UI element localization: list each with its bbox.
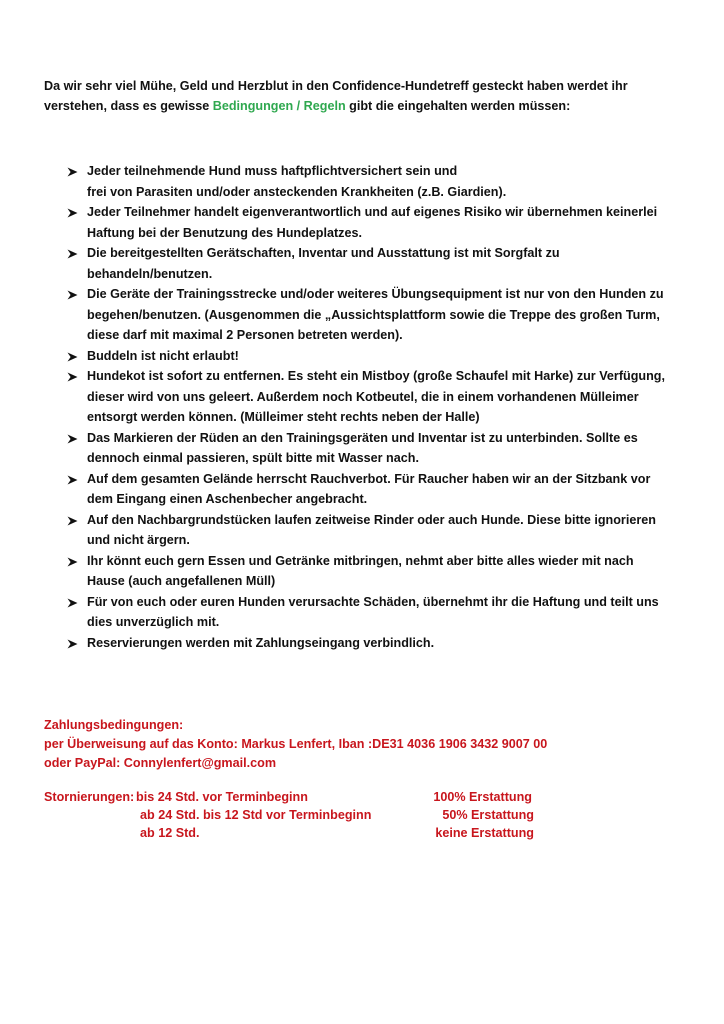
- rule-text: behandeln/benutzen.: [87, 266, 213, 281]
- arrowhead-bullet-icon: [66, 243, 80, 264]
- rule-item: [66, 346, 686, 367]
- rule-text: Jeder teilnehmende Hund muss haftpflichtversichert sein und: [87, 164, 458, 178]
- rule-text: Hause (auch angefallenen Müll): [87, 574, 276, 588]
- rule-text: Auf den Nachbargrundstücken laufen zeitweise Rinder oder auch Hunde. Diese bitte ignorieren: [87, 512, 656, 527]
- intro-highlight: Bedingungen / Regeln: [212, 99, 346, 113]
- cancellation-table: [44, 788, 544, 848]
- rule-item: [66, 202, 686, 243]
- rule-item: [66, 161, 686, 202]
- rule-item: [66, 592, 686, 633]
- cancellation-refund: 50% Erstattung: [442, 808, 534, 822]
- arrowhead-bullet-icon: [66, 633, 80, 654]
- rule-item: [66, 428, 686, 469]
- rule-text: frei von Parasiten und/oder ansteckenden Krankheiten (z.B. Giardien).: [87, 184, 507, 199]
- rules-list: [66, 161, 686, 653]
- rule-text: dem Eingang einen Aschenbecher angebracht.: [87, 492, 368, 506]
- payment-transfer: per Überweisung auf das Konto: Markus Lenfert, Iban :DE31 4036 1906 3432 9007 00: [44, 737, 548, 751]
- rule-text: Jeder Teilnehmer handelt eigenverantwortlich und auf eigenes Risiko wir übernehmen keinerlei: [87, 205, 658, 219]
- arrowhead-bullet-icon: [66, 592, 80, 613]
- rule-text: diese darf mit maximal 2 Personen betreten werden).: [87, 328, 403, 342]
- intro-text-after: gibt die eingehalten werden müssen:: [345, 99, 571, 113]
- rule-text: Haftung bei der Benutzung des Hundeplatzes.: [87, 225, 362, 240]
- arrowhead-bullet-icon: [66, 284, 80, 305]
- payment-terms: [44, 716, 547, 773]
- rule-item: [66, 243, 686, 284]
- intro-text-before: Da wir sehr viel Mühe, Geld und Herzblut in den Confidence-Hundetreff gesteckt haben werdet ihr verstehen, dass es gewisse: [44, 79, 628, 113]
- intro-paragraph: [44, 76, 694, 116]
- rule-text: Für von euch oder euren Hunden verursachte Schäden, übernehmt ihr die Haftung und teilt uns: [87, 594, 659, 609]
- rule-text: und nicht ärgern.: [87, 533, 190, 547]
- arrowhead-bullet-icon: [66, 346, 80, 367]
- rule-text: Buddeln ist nicht erlaubt!: [87, 348, 239, 363]
- cancellation-refund: 100% Erstattung: [433, 790, 532, 804]
- cancellation-period: bis 24 Std. vor Terminbeginn: [136, 790, 308, 804]
- rule-text: Reservierungen werden mit Zahlungseingang verbindlich.: [87, 635, 435, 650]
- rule-text: Ihr könnt euch gern Essen und Getränke mitbringen, nehmt aber bitte alles wieder mit nach: [87, 553, 634, 568]
- rule-item: [66, 551, 686, 592]
- rule-item: [66, 469, 686, 510]
- rule-text: Auf dem gesamten Gelände herrscht Rauchverbot. Für Raucher haben wir an der Sitzbank vor: [87, 471, 651, 486]
- rule-text: dies unverzüglich mit.: [87, 615, 220, 629]
- rule-item: [66, 366, 686, 428]
- rule-item: [66, 284, 686, 346]
- rule-text: Das Markieren der Rüden an den Trainingsgeräten und Inventar ist zu unterbinden. Sollte es: [87, 430, 638, 445]
- rule-item: [66, 633, 686, 654]
- arrowhead-bullet-icon: [66, 366, 80, 387]
- rule-text: Die bereitgestellten Gerätschaften, Inventar und Ausstattung ist mit Sorgfalt zu: [87, 246, 560, 260]
- arrowhead-bullet-icon: [66, 551, 80, 572]
- rule-text: Die Geräte der Trainingsstrecke und/oder weiteres Übungsequipment ist nur von den Hunden zu: [87, 287, 664, 301]
- rule-text: dennoch einmal passieren, spült bitte mit Wasser nach.: [87, 451, 419, 465]
- arrowhead-bullet-icon: [66, 510, 80, 531]
- rule-text: entsorgt werden können. (Mülleimer steht rechts neben der Halle): [87, 410, 480, 424]
- rule-item: [66, 510, 686, 551]
- payment-paypal: oder PayPal: Connylenfert@gmail.com: [44, 756, 277, 770]
- cancellation-period: ab 12 Std.: [140, 826, 200, 840]
- cancellation-period: ab 24 Std. bis 12 Std vor Terminbeginn: [140, 808, 372, 822]
- arrowhead-bullet-icon: [66, 161, 80, 182]
- rule-text: begehen/benutzen. (Ausgenommen die „Aussichtsplattform sowie die Treppe des großen Turm,: [87, 307, 660, 322]
- rule-text: dieser wird von uns geleert. Außerdem noch Kotbeutel, die in einem vorhandenen Mülleimer: [87, 389, 639, 404]
- payment-heading: Zahlungsbedingungen:: [44, 718, 184, 732]
- arrowhead-bullet-icon: [66, 428, 80, 449]
- cancellation-label: Stornierungen:: [44, 790, 135, 804]
- cancellation-refund: keine Erstattung: [435, 826, 534, 840]
- arrowhead-bullet-icon: [66, 202, 80, 223]
- rule-text: Hundekot ist sofort zu entfernen. Es steht ein Mistboy (große Schaufel mit Harke) zur Verfügung,: [87, 369, 665, 383]
- arrowhead-bullet-icon: [66, 469, 80, 490]
